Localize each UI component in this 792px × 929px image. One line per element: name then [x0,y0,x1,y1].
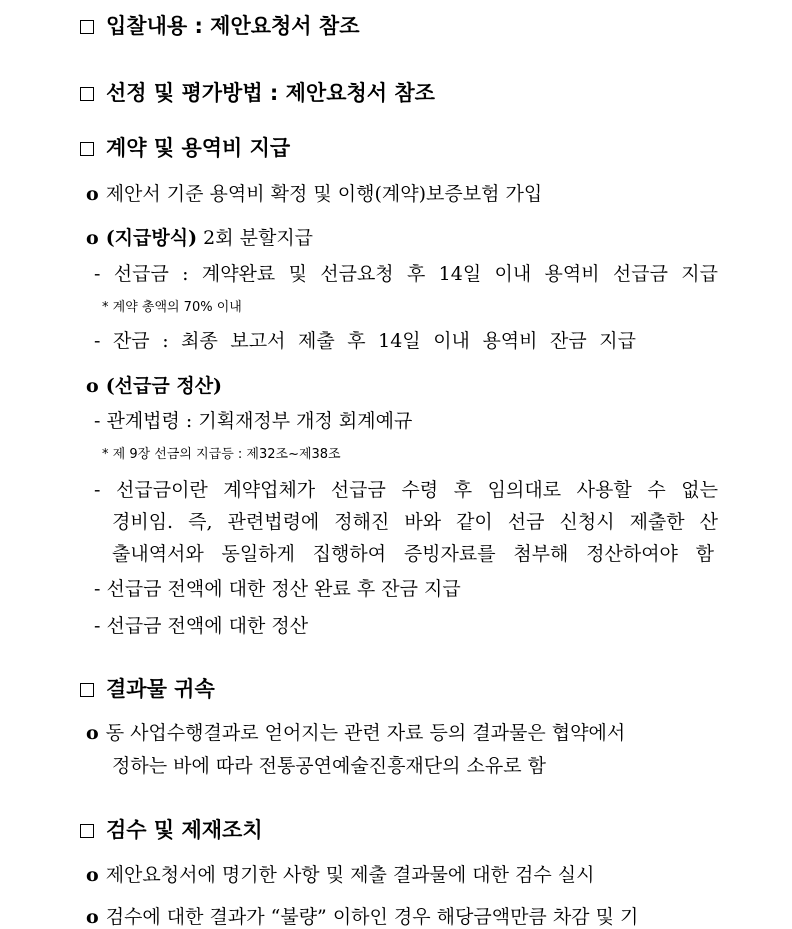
bullet-marker: o [86,227,99,249]
detail-item-continued: 경비임. 즉, 관련법령에 정해진 바와 같이 선금 신청시 제출한 산 [112,511,718,533]
section-heading-results [80,673,215,703]
section-heading-contract [80,132,290,162]
bullet-text-continued: 정하는 바에 따라 전통공연예술진흥재단의 소유로 함 [112,755,546,777]
section-title: 계약 및 용역비 지급 [106,136,291,160]
bullet-bold-label: (선급금 정산) [105,375,223,397]
detail-item: - 선급금 전액에 대한 정산 완료 후 잔금 지급 [94,578,461,600]
detail-item: - 관계법령 : 기획재정부 개정 회계예규 [94,410,413,432]
detail-item: - 선급금 : 계약완료 및 선금요청 후 14일 이내 용역비 선급금 지급 [94,263,718,285]
section-heading-bid [80,10,359,40]
bullet-marker: o [86,183,99,205]
bullet-marker: o [86,906,99,928]
bullet-item [86,718,625,745]
detail-item: - 선급금 전액에 대한 정산 [94,615,309,637]
checkbox-square-icon [80,142,94,156]
checkbox-square-icon [80,87,94,101]
bullet-marker: o [86,864,99,886]
footnote: * 제 9장 선금의 지급등 : 제32조~제38조 [102,447,341,462]
bullet-text: 동 사업수행결과로 얻어지는 관련 자료 등의 결과물은 협약에서 [105,722,626,744]
checkbox-square-icon [80,20,94,34]
detail-item-continued: 출내역서와 동일하게 집행하여 증빙자료를 첨부해 정산하여야 함 [112,543,714,565]
section-title: 입찰내용 : 제안요청서 참조 [106,14,360,38]
bullet-item [86,860,595,887]
bullet-text: 검수에 대한 결과가 “불량” 이하인 경우 해당금액만큼 차감 및 기 [105,906,639,928]
bullet-item [86,371,222,398]
section-heading-evaluation [80,77,435,107]
detail-item: - 잔금 : 최종 보고서 제출 후 14일 이내 용역비 잔금 지급 [94,330,636,352]
bullet-marker: o [86,375,99,397]
section-title: 결과물 귀속 [106,677,215,701]
bullet-text: 제안서 기준 용역비 확정 및 이행(계약)보증보험 가입 [105,183,543,205]
bullet-marker: o [86,722,99,744]
checkbox-square-icon [80,683,94,697]
bullet-bold-label: (지급방식) [105,227,198,249]
checkbox-square-icon [80,824,94,838]
section-heading-inspection [80,814,263,844]
section-title: 선정 및 평가방법 : 제안요청서 참조 [106,81,435,105]
bullet-text: 2회 분할지급 [197,227,314,249]
bullet-item [86,179,542,206]
bullet-item [86,223,313,250]
bullet-item [86,902,638,929]
footnote: * 계약 총액의 70% 이내 [102,300,242,315]
detail-item: - 선급금이란 계약업체가 선급금 수령 후 임의대로 사용할 수 없는 [94,479,718,501]
bullet-text: 제안요청서에 명기한 사항 및 제출 결과물에 대한 검수 실시 [105,864,595,886]
section-title: 검수 및 제재조치 [106,818,263,842]
